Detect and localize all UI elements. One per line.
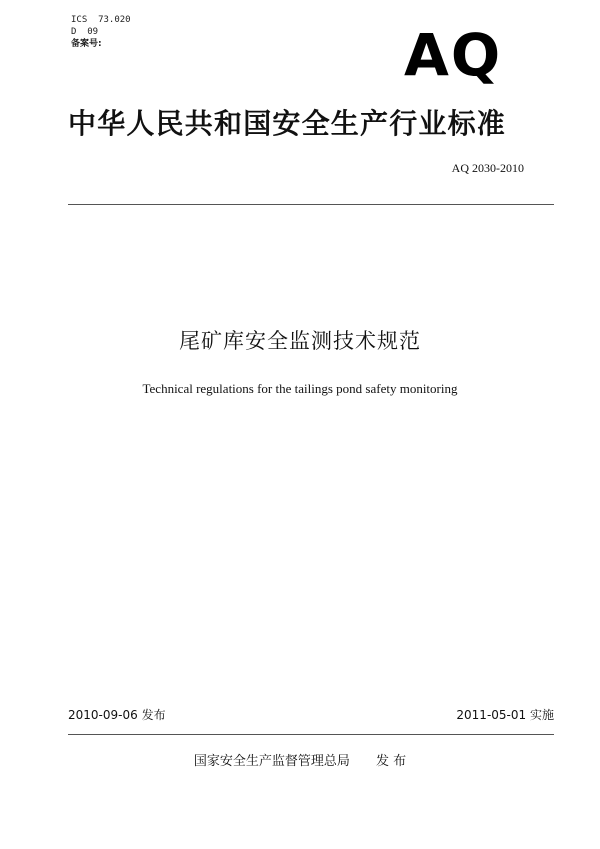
publisher-name: 国家安全生产监督管理总局 [193,754,350,769]
standard-category-title: 中华人民共和国安全生产行业标准 [68,107,507,140]
issue-label: 发布 [141,708,166,722]
ics-code: ICS 73.020 [71,15,131,25]
standard-number: AQ 2030-2010 [451,161,524,175]
implementation-date: 2011-05-01 [456,708,527,722]
record-number-label: 备案号: [71,39,102,49]
implementation-label: 实施 [529,708,554,722]
document-title-english: Technical regulations for the tailings pond safety monitoring [142,381,458,396]
standard-logo: AQ [404,21,503,89]
bottom-divider [68,734,554,735]
issue-date: 2010-09-06 [68,708,138,722]
issue-date-line [68,707,166,723]
implementation-date-line [456,707,554,723]
category-code: D 09 [71,27,99,37]
classification-codes [71,14,131,50]
publisher-action: 发 布 [375,754,407,769]
document-title-chinese: 尾矿库安全监测技术规范 [179,329,421,353]
top-divider [68,204,554,205]
publisher-line [0,753,600,771]
